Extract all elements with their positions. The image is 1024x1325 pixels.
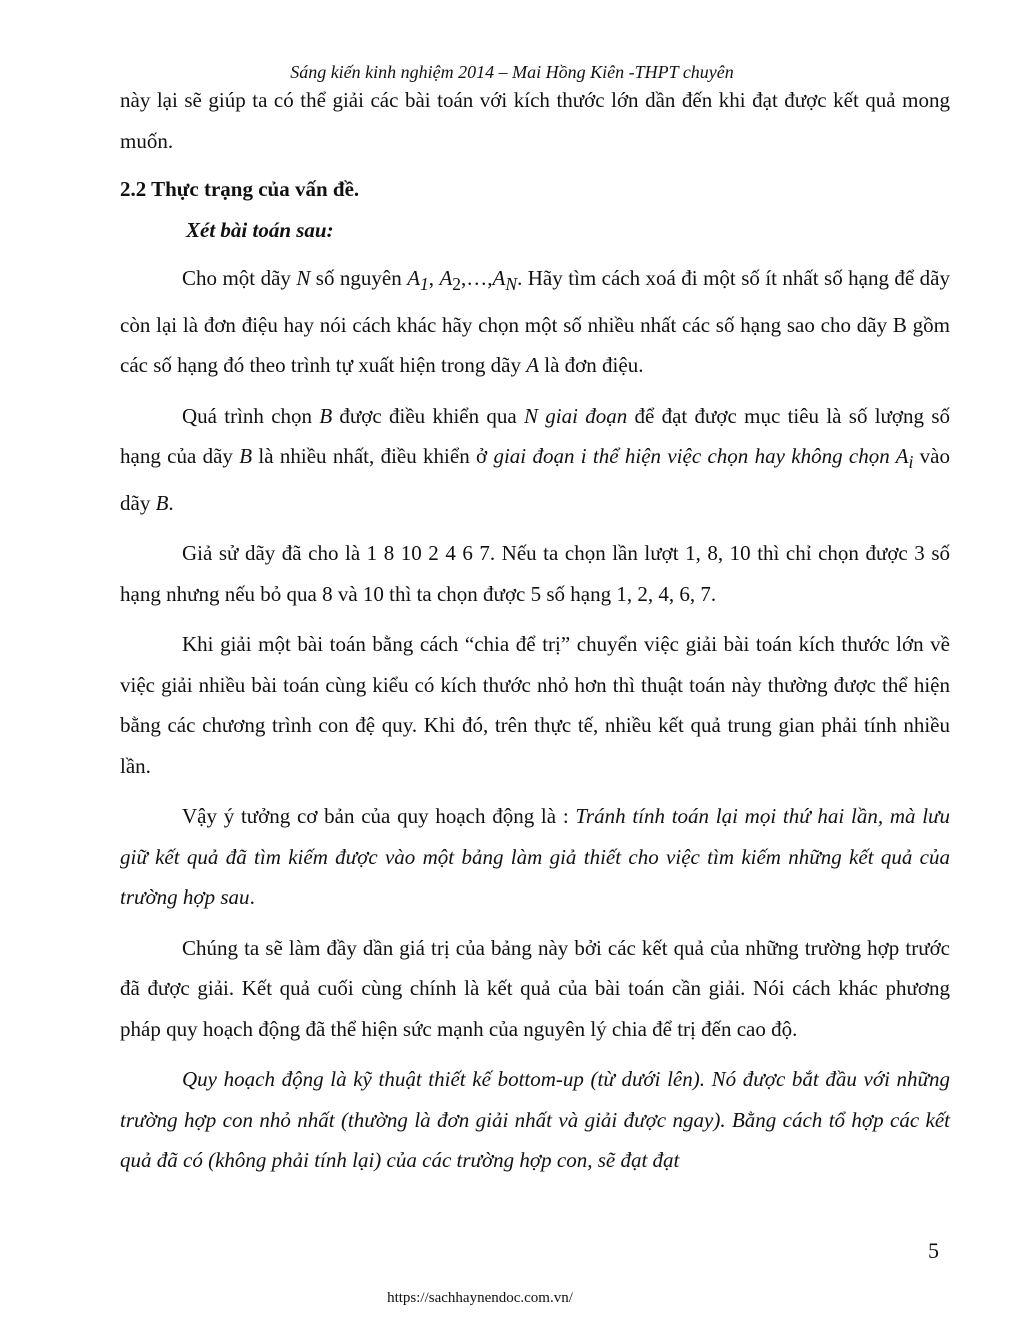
subscript-text: i bbox=[908, 452, 914, 473]
continuation-paragraph: này lại sẽ giúp ta có thể giải các bài toán với kích thước lớn dần đến khi đạt được kết quả mong muốn. bbox=[120, 88, 950, 153]
section-heading: 2.2 Thực trạng của vấn đề. bbox=[120, 177, 360, 201]
running-header: Sáng kiến kinh nghiệm 2014 – Mai Hồng Kiên -THPT chuyên bbox=[290, 62, 734, 82]
emphasis: Tránh tính toán lại mọi thứ hai lần, mà lưu giữ kết quả đã tìm kiếm được vào một bảng làm giả thiết cho việc tìm kiếm những kết quả của trường hợp sau bbox=[120, 804, 951, 910]
subscript-text: 2 bbox=[452, 274, 462, 295]
text-run: . Hãy tìm cách xoá đi một số ít nhất số hạng để dãy còn lại là đơn điệu hay nói cách khác hãy chọn một số nhiều nhất các số hạng sao cho dãy B gồm các số hạng đó theo trình tự xuất hiện trong dãy bbox=[120, 266, 950, 378]
var-a: A bbox=[439, 266, 453, 290]
text-run: Vậy ý tưởng cơ bản của quy hoạch động là : bbox=[182, 804, 576, 829]
var-n: N bbox=[523, 403, 538, 428]
subscript bbox=[420, 274, 429, 294]
process-paragraph bbox=[120, 396, 950, 524]
var-b: B bbox=[155, 490, 169, 515]
text-run: được điều khiển qua bbox=[332, 403, 524, 428]
problem-paragraph bbox=[120, 258, 950, 386]
text-run: . bbox=[168, 490, 174, 515]
problem-subheading: Xét bài toán sau: bbox=[186, 217, 334, 242]
idea-paragraph bbox=[120, 796, 950, 918]
var-a: A bbox=[492, 266, 506, 290]
emphasis: Quy hoạch động là kỹ thuật thiết kế bottom-up (từ dưới lên). Nó được bắt đầu với những trường hợp con nhỏ nhất (thường là đơn giải nhất và giải được ngay). Bằng cách tổ hợp các kết quả đã có (không phải tính lại) của các trường hợp con, sẽ đạt đạt bbox=[120, 1067, 950, 1173]
text-run: là nhiều nhất, điều khiển ở bbox=[252, 444, 494, 469]
text-run: ,…, bbox=[461, 266, 493, 290]
subscript-text: 1 bbox=[420, 274, 429, 295]
var-a: A bbox=[526, 353, 540, 378]
text-run: là đơn điệu. bbox=[539, 353, 644, 378]
page-body bbox=[120, 80, 950, 1181]
var-a: A bbox=[407, 266, 421, 290]
footer-url[interactable]: https://sachhaynendoc.com.vn/ bbox=[387, 1290, 573, 1306]
var-b: B bbox=[319, 403, 333, 428]
page-number: 5 bbox=[928, 1238, 939, 1263]
subscript bbox=[505, 274, 517, 294]
text-run: để đạt được mục tiêu là số lượng số hạng của dãy bbox=[120, 403, 950, 469]
table-paragraph: Chúng ta sẽ làm đầy dần giá trị của bảng này bởi các kết quả của những trường hợp trước đã được giải. Kết quả cuối cùng chính là kết quả của bài toán cần giải. Nói cách khác phương pháp quy hoạch động đã thể hiện sức mạnh của nguyên lý chia để trị đến cao độ. bbox=[120, 935, 950, 1041]
example-paragraph: Giả sử dãy đã cho là 1 8 10 2 4 6 7. Nếu ta chọn lần lượt 1, 8, 10 thì chỉ chọn được 3 số hạng nhưng nếu bỏ qua 8 và 10 thì ta chọn được 5 số hạng 1, 2, 4, 6, 7. bbox=[120, 541, 950, 606]
emphasis: giai đoạn bbox=[545, 403, 628, 428]
subscript bbox=[452, 274, 461, 294]
bottom-up-paragraph bbox=[120, 1059, 950, 1181]
text-run: , bbox=[428, 266, 440, 290]
text-run: vào dãy bbox=[120, 444, 950, 515]
text-run: Quá trình chọn bbox=[182, 403, 320, 428]
emphasis: giai đoạn i thể hiện việc chọn hay không chọn A bbox=[493, 444, 909, 469]
text-run: . bbox=[249, 885, 255, 910]
subscript-text: N bbox=[505, 274, 518, 295]
divide-conquer-paragraph: Khi giải một bài toán bằng cách “chia để trị” chuyển việc giải bài toán kích thước lớn về việc giải nhiều bài toán cùng kiểu có kích thước nhỏ hơn thì thuật toán này thường được thể hiện bằng các chương trình con đệ quy. Khi đó, trên thực tế, nhiều kết quả trung gian phải tính nhiều lần. bbox=[120, 632, 950, 778]
var-n: N bbox=[296, 266, 311, 290]
text-run: Cho một dãy bbox=[182, 266, 297, 290]
var-b: B bbox=[239, 444, 253, 469]
text-run: số nguyên bbox=[310, 266, 408, 290]
